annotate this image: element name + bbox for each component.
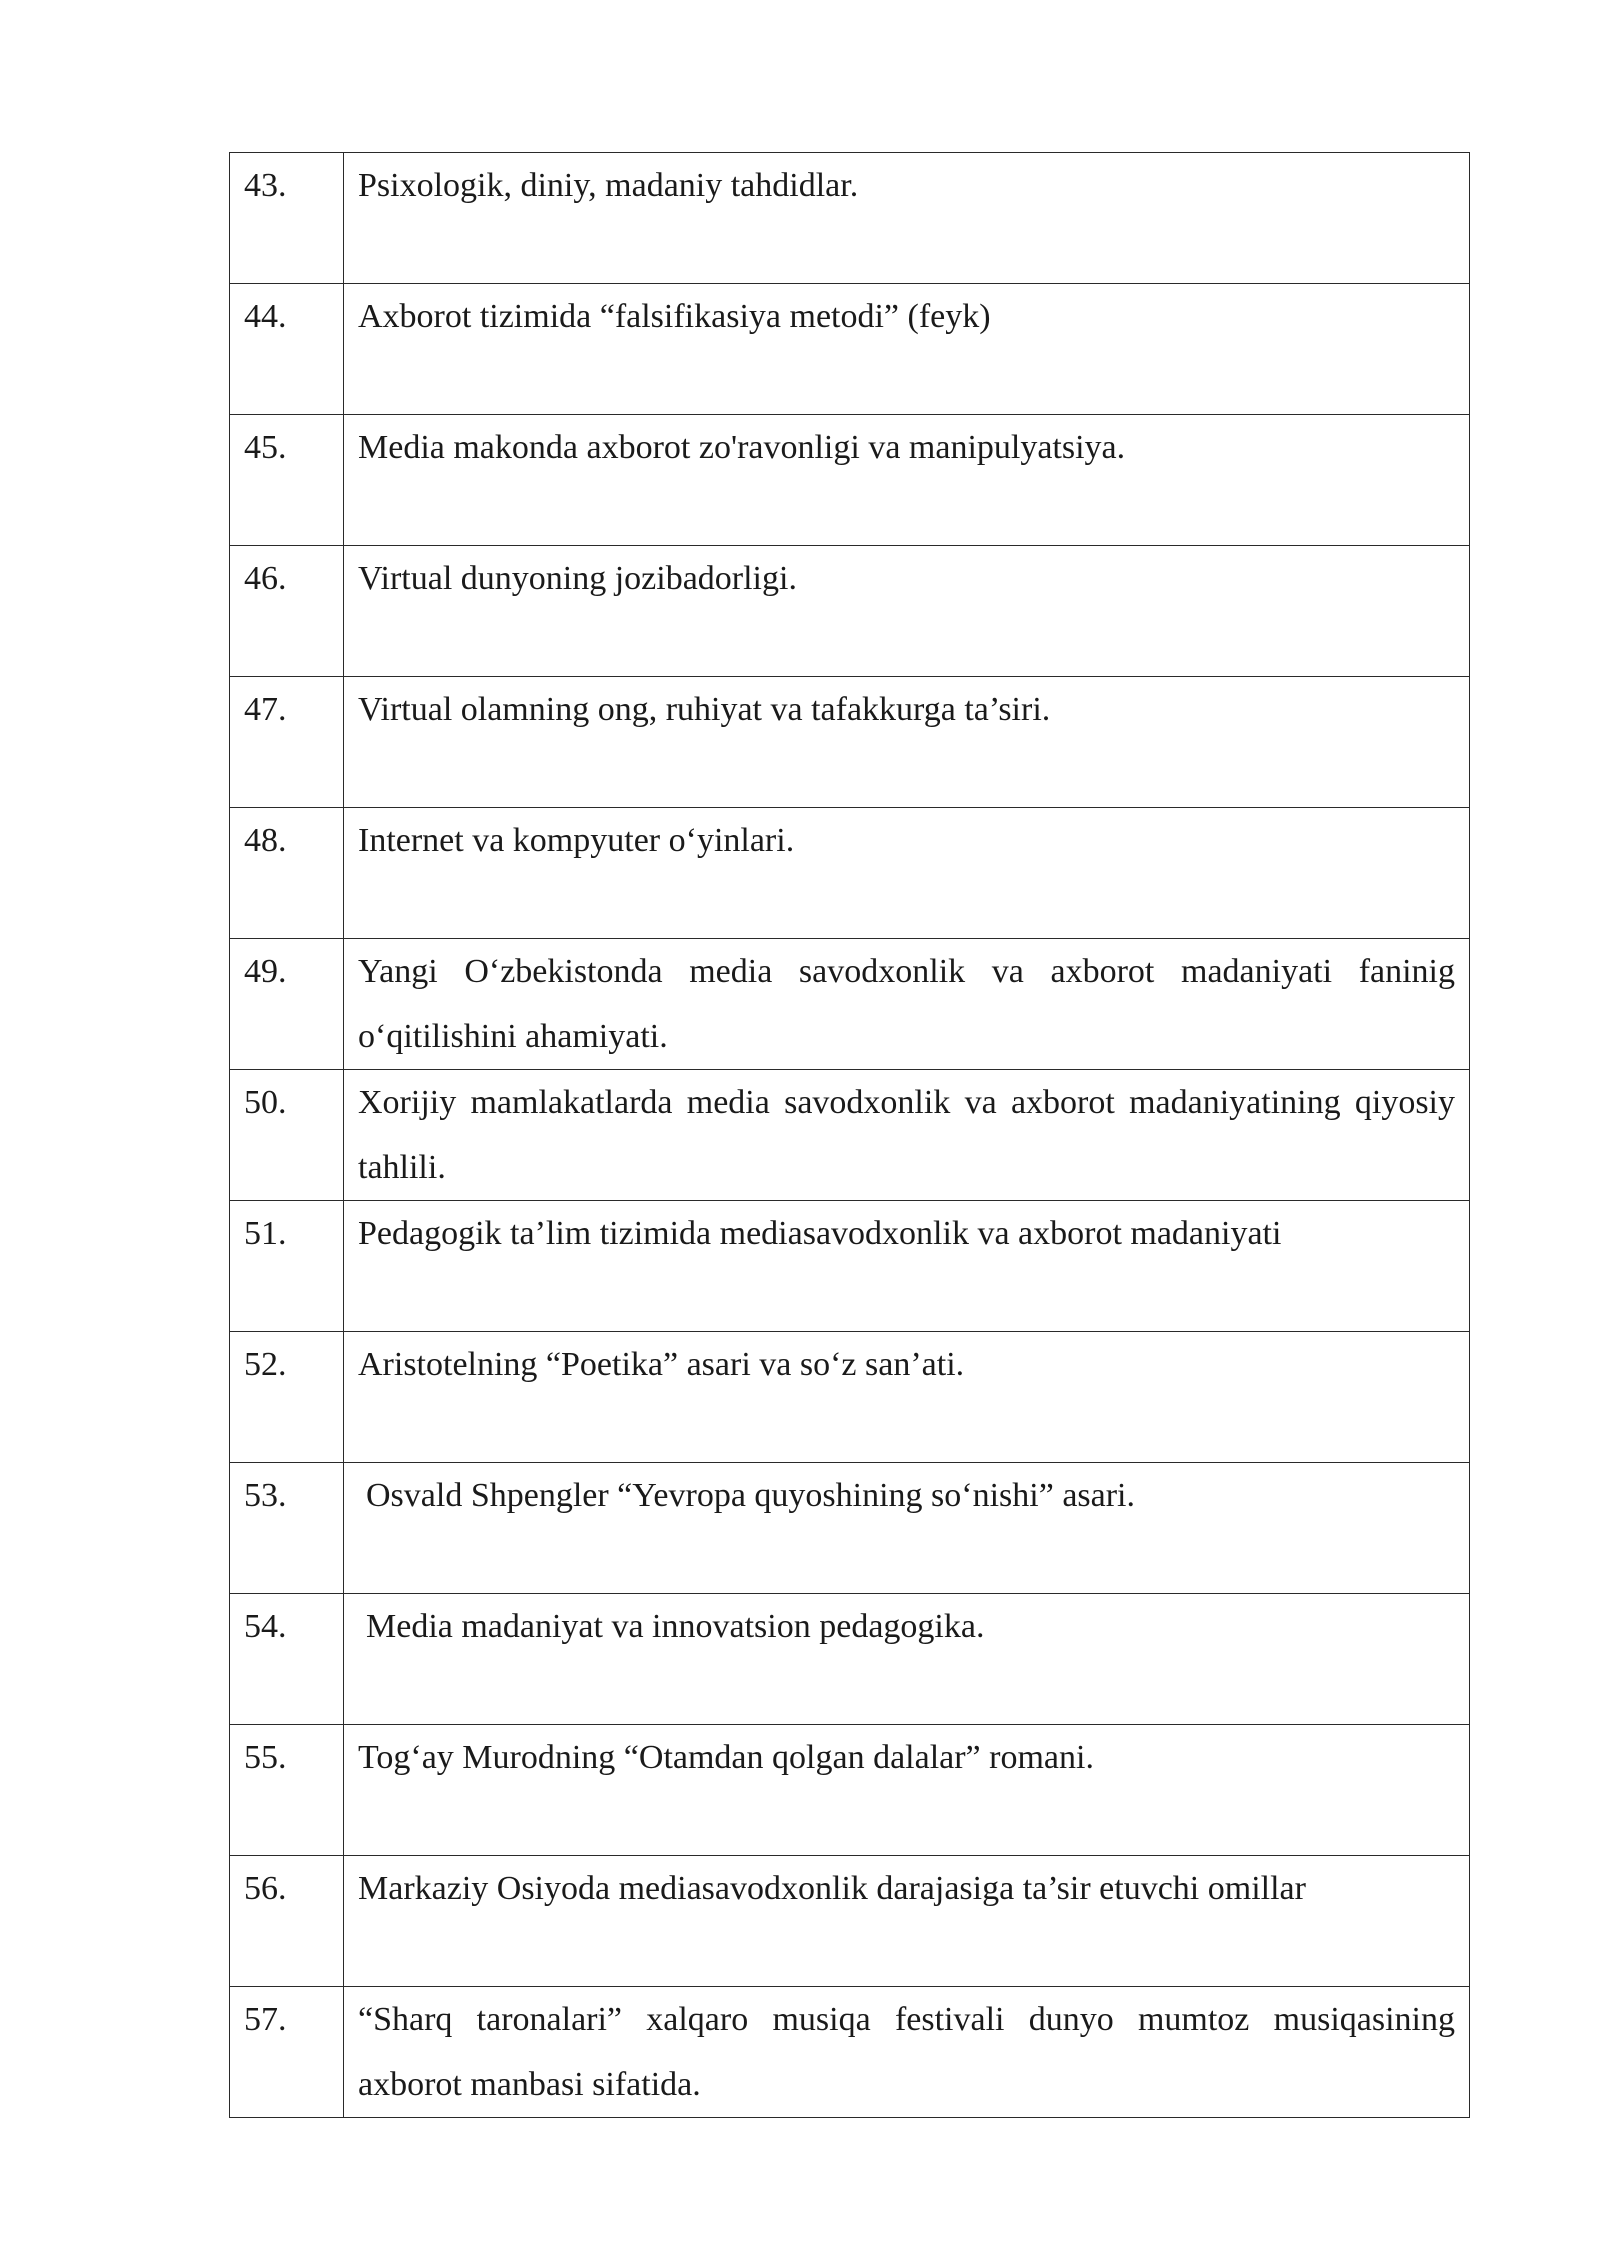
table-row: [230, 153, 1470, 284]
row-number: 47.: [230, 677, 344, 808]
row-topic: Virtual dunyoning jozibadorligi.: [344, 546, 1470, 677]
table-row: [230, 677, 1470, 808]
row-number: 44.: [230, 284, 344, 415]
table-row: [230, 1725, 1470, 1856]
row-topic: Pedagogik ta’lim tizimida mediasavodxonlik va axborot madaniyati: [344, 1201, 1470, 1332]
table-row: [230, 1463, 1470, 1594]
row-number: 43.: [230, 153, 344, 284]
row-number: 49.: [230, 939, 344, 1070]
table-row: [230, 1594, 1470, 1725]
table-row: [230, 546, 1470, 677]
row-number: 50.: [230, 1070, 344, 1201]
table-row: [230, 808, 1470, 939]
table-row: [230, 1201, 1470, 1332]
row-number: 56.: [230, 1856, 344, 1987]
row-topic: Axborot tizimida “falsifikasiya metodi” (feyk): [344, 284, 1470, 415]
table-row: [230, 1070, 1470, 1201]
row-topic: Osvald Shpengler “Yevropa quyoshining so‘nishi” asari.: [344, 1463, 1470, 1594]
row-topic: Media makonda axborot zo'ravonligi va manipulyatsiya.: [344, 415, 1470, 546]
row-number: 46.: [230, 546, 344, 677]
row-topic: Tog‘ay Murodning “Otamdan qolgan dalalar” romani.: [344, 1725, 1470, 1856]
topics-table: [229, 152, 1470, 2118]
row-number: 55.: [230, 1725, 344, 1856]
table-row: [230, 939, 1470, 1070]
table-row: [230, 1332, 1470, 1463]
row-number: 51.: [230, 1201, 344, 1332]
row-topic: Aristotelning “Poetika” asari va so‘z san’ati.: [344, 1332, 1470, 1463]
row-number: 45.: [230, 415, 344, 546]
row-topic: Internet va kompyuter o‘yinlari.: [344, 808, 1470, 939]
table-row: [230, 1856, 1470, 1987]
table-row: [230, 415, 1470, 546]
row-topic: Virtual olamning ong, ruhiyat va tafakkurga ta’siri.: [344, 677, 1470, 808]
row-topic: Yangi O‘zbekistonda media savodxonlik va axborot madaniyati faninig o‘qitilishini ahamiyati.: [344, 939, 1470, 1070]
row-topic: Psixologik, diniy, madaniy tahdidlar.: [344, 153, 1470, 284]
row-topic: Media madaniyat va innovatsion pedagogika.: [344, 1594, 1470, 1725]
row-number: 48.: [230, 808, 344, 939]
table-row: [230, 284, 1470, 415]
row-number: 57.: [230, 1987, 344, 2118]
row-topic: “Sharq taronalari” xalqaro musiqa festivali dunyo mumtoz musiqasining axborot manbasi sifatida.: [344, 1987, 1470, 2118]
row-number: 53.: [230, 1463, 344, 1594]
row-topic: Xorijiy mamlakatlarda media savodxonlik va axborot madaniyatining qiyosiy tahlili.: [344, 1070, 1470, 1201]
row-topic: Markaziy Osiyoda mediasavodxonlik darajasiga ta’sir etuvchi omillar: [344, 1856, 1470, 1987]
row-number: 54.: [230, 1594, 344, 1725]
row-number: 52.: [230, 1332, 344, 1463]
table-row: [230, 1987, 1470, 2118]
